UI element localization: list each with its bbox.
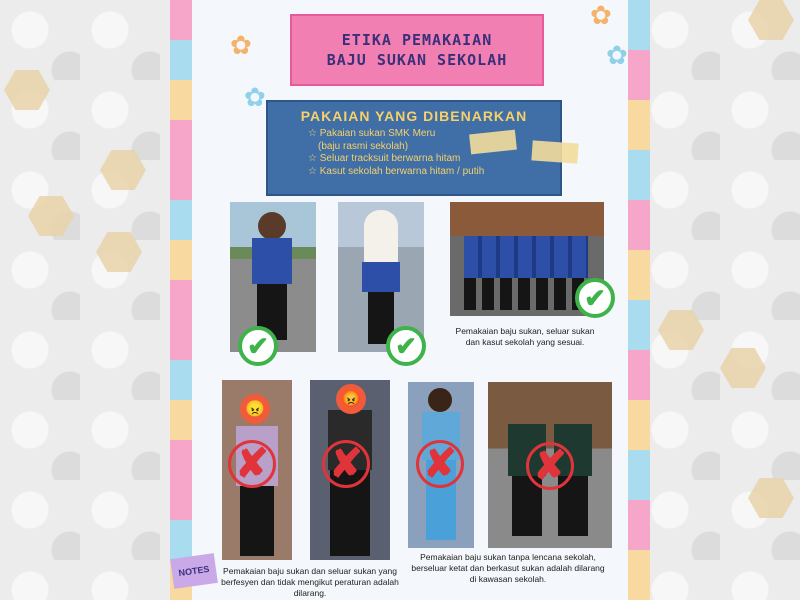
flower-icon: ✿ [244,82,266,112]
check-icon: ✔ [575,278,615,318]
left-stripe [170,0,192,600]
poster-title [290,14,544,86]
allowed-heading: PAKAIAN YANG DIBENARKAN [300,108,528,124]
flower-icon: ✿ [590,0,612,30]
allowed-item: ☆ Pakaian sukan SMK Meru [308,128,436,139]
check-icon: ✔ [238,326,278,366]
caption-allowed: Pemakaian baju sukan, seluar sukan dan kasut sekolah yang sesuai. [455,326,595,347]
allowed-panel [266,100,562,196]
title-line-1: ETIKA PEMAKAIAN [341,31,493,49]
cross-icon: ✘ [526,442,574,490]
angry-face-icon: 😠 [240,394,270,424]
photo-allowed-boy [230,202,316,352]
flower-icon: ✿ [230,30,252,60]
allowed-item: ☆ Seluar tracksuit berwarna hitam [308,153,461,164]
title-line-2: BAJU SUKAN SEKOLAH [326,51,508,69]
tape [531,140,578,163]
caption-banned-left: Pemakaian baju sukan dan seluar sukan yang berfesyen dan tidak mengikut peraturan adalah dilarang. [221,566,399,598]
right-stripe [628,0,650,600]
cross-icon: ✘ [416,440,464,488]
caption-banned-right: Pemakaian baju sukan tanpa lencana sekolah, berseluar ketat dan berkasut sukan adalah dilarang di kawasan sekolah. [411,552,605,584]
angry-face-icon: 😡 [336,384,366,414]
poster [170,0,650,600]
allowed-item: (baju rasmi sekolah) [318,140,409,152]
notes-sticker: NOTES [170,553,218,589]
check-icon: ✔ [386,326,426,366]
cross-icon: ✘ [228,440,276,488]
flower-icon: ✿ [606,40,628,70]
allowed-item: ☆ Kasut sekolah berwarna hitam / putih [308,165,485,177]
cross-icon: ✘ [322,440,370,488]
